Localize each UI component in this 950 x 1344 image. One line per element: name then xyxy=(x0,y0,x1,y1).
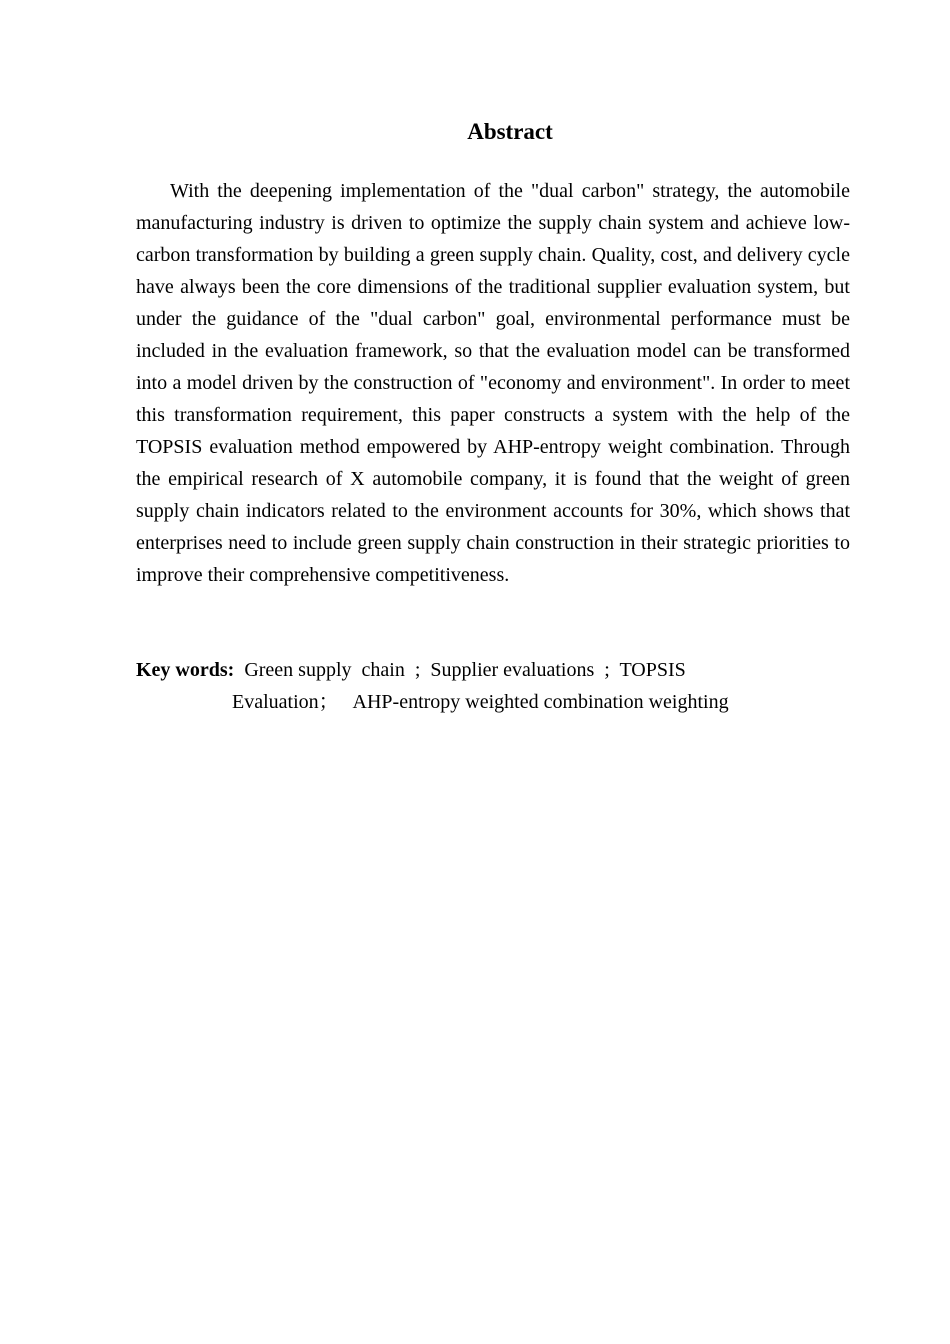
keywords-list-part-2: Evaluation； AHP-entropy weighted combination weighting xyxy=(232,691,729,713)
abstract-title: Abstract xyxy=(467,119,553,144)
keywords-block xyxy=(136,654,850,718)
keywords-list-part-1: Green supply chain ; Supplier evaluations ; TOPSIS xyxy=(234,659,686,681)
keywords-label: Key words: xyxy=(136,659,235,681)
abstract-paragraph: With the deepening implementation of the "dual carbon" strategy, the automobile manufacturing industry is driven to optimize the supply chain system and achieve low-carbon transformation by building a green supply chain. Quality, cost, and delivery cycle have always been the core dimensions of the traditional supplier evaluation system, but under the guidance of the "dual carbon" goal, environmental performance must be included in the evaluation framework, so that the evaluation model can be transformed into a model driven by the construction of "economy and environment". In order to meet this transformation requirement, this paper constructs a system with the help of the TOPSIS evaluation method empowered by AHP-entropy weight combination. Through the empirical research of X automobile company, it is found that the weight of green supply chain indicators related to the environment accounts for 30%, which shows that enterprises need to include green supply chain construction in their strategic priorities to improve their comprehensive competitiveness. xyxy=(136,180,850,586)
keywords-line-1 xyxy=(136,654,850,686)
